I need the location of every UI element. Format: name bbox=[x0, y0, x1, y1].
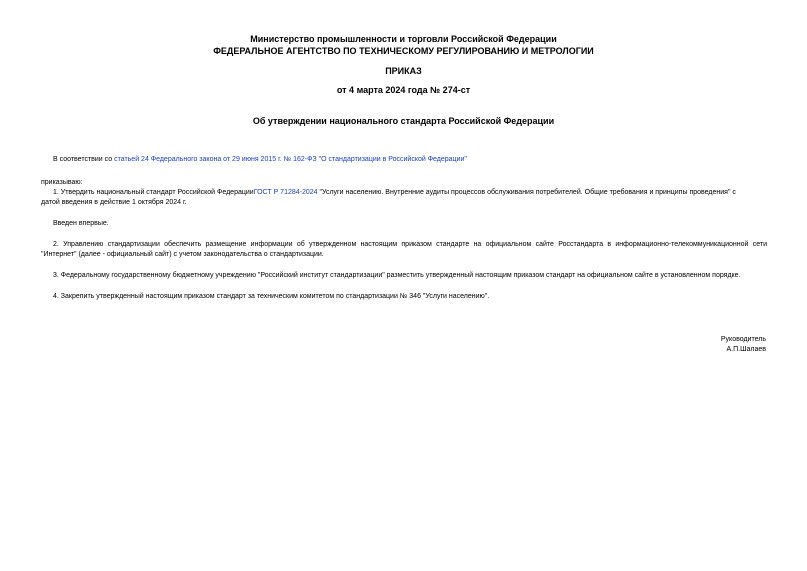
document-title: Об утверждении национального стандарта Российской Федерации bbox=[252, 116, 555, 126]
ministry-name: Министерство промышленности и торговли Российской Федерации bbox=[250, 34, 557, 44]
document-date-number: от 4 марта 2024 года № 274-ст bbox=[336, 85, 471, 95]
item-2-line-1: 2. Управлению стандартизации обеспечить размещение информации об утвержденном настоящим приказом стандарте на официальном сайте Росстандарта в информационно-телекоммуникационной сети bbox=[53, 241, 767, 248]
item-2-line-2: "Интернет" (далее - официальный сайт) с учетом законодательства о стандартизации. bbox=[41, 251, 324, 258]
agency-name: ФЕДЕРАЛЬНОЕ АГЕНТСТВО ПО ТЕХНИЧЕСКОМУ РЕГУЛИРОВАНИЮ И МЕТРОЛОГИИ bbox=[213, 46, 594, 56]
federal-law-link[interactable]: статьей 24 Федерального закона от 29 июня 2015 г. № 162-ФЗ "О стандартизации в Российской Федерации" bbox=[114, 156, 467, 163]
preamble bbox=[53, 155, 467, 165]
item-1-line-2: датой введения в действие 1 октября 2024 г. bbox=[41, 199, 187, 206]
gost-standard-link[interactable]: ГОСТ Р 71284-2024 bbox=[253, 189, 318, 196]
item-1-line-1 bbox=[53, 188, 736, 198]
signature-name: А.П.Шалаев bbox=[726, 346, 766, 353]
item-3: 3. Федеральному государственному бюджетному учреждению "Российский институт стандартизации" разместить утвержденный настоящим приказом стандарт на официальном сайте в установленном порядке. bbox=[53, 272, 741, 279]
item-4: 4. Закрепить утвержденный настоящим приказом стандарт за техническим комитетом по стандартизации № 346 "Услуги населению". bbox=[53, 293, 490, 300]
introduced-note: Введен впервые. bbox=[53, 220, 109, 227]
order-word: приказываю: bbox=[41, 179, 83, 186]
document-type: ПРИКАЗ bbox=[385, 66, 422, 76]
preamble-prefix: В соответствии со bbox=[53, 156, 115, 163]
item-1-rest: "Услуги населению. Внутренние аудиты процессов обслуживания потребителей. Общие требования и принципы проведения" с bbox=[317, 189, 736, 196]
signature-position: Руководитель bbox=[720, 336, 766, 343]
item-1-prefix: 1. Утвердить национальный стандарт Российской Федерации bbox=[53, 189, 254, 196]
